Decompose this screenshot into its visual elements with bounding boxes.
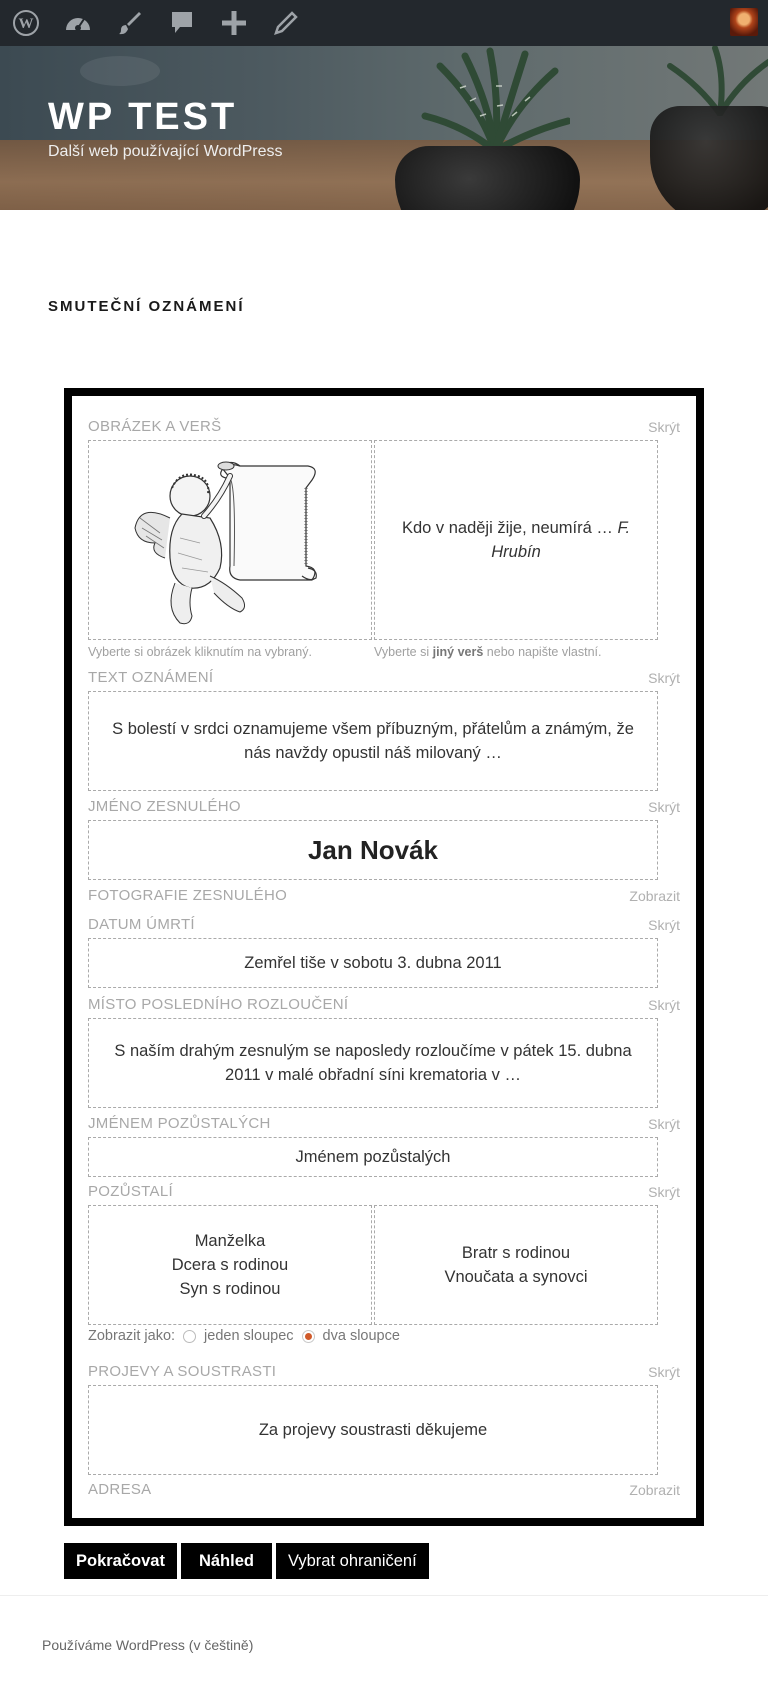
survivor-item: Dcera s rodinou xyxy=(171,1256,289,1274)
other-verse-link[interactable]: jiný verš xyxy=(432,645,484,659)
display-as-label: Zobrazit jako: xyxy=(88,1328,176,1344)
on-behalf-box[interactable] xyxy=(88,1137,658,1177)
image-picker-box[interactable] xyxy=(88,440,372,640)
image-hint: Vyberte si obrázek kliknutím na vybraný. xyxy=(88,645,312,659)
section-label-condolences: PROJEVY A SOUSTRASTI xyxy=(88,1363,277,1380)
action-buttons xyxy=(64,1543,433,1579)
farewell-box[interactable] xyxy=(88,1018,658,1108)
show-address-link[interactable]: Zobrazit xyxy=(629,1482,680,1498)
hide-death-date-link[interactable]: Skrýt xyxy=(648,917,680,933)
section-label-address: ADRESA xyxy=(88,1481,152,1498)
hide-image-verse-link[interactable]: Skrýt xyxy=(648,419,680,435)
section-label-photo: FOTOGRAFIE ZESNULÉHO xyxy=(88,887,288,904)
footer-divider xyxy=(0,1595,768,1596)
header-image-pot-2 xyxy=(650,106,768,210)
customize-brush-icon[interactable] xyxy=(104,0,156,46)
section-label-on-behalf: JMÉNEM POZŮSTALÝCH xyxy=(88,1115,271,1132)
header-image-pot xyxy=(395,146,580,210)
name-box[interactable] xyxy=(88,820,658,880)
condolences-box[interactable] xyxy=(88,1385,658,1475)
verse-text: Kdo v naději žije, neumírá … xyxy=(401,519,613,537)
verse-hint xyxy=(374,645,601,659)
survivor-item: Vnoučata a synovci xyxy=(444,1268,588,1286)
site-title[interactable]: WP TEST xyxy=(48,96,238,138)
radio-one-column[interactable] xyxy=(183,1330,196,1343)
preview-button[interactable]: Náhled xyxy=(181,1543,272,1579)
survivor-item: Manželka xyxy=(194,1232,266,1250)
site-description: Další web používající WordPress xyxy=(48,143,283,160)
survivor-item: Syn s rodinou xyxy=(179,1280,281,1298)
obituary-card xyxy=(64,388,704,1526)
section-label-image-verse: OBRÁZEK A VERŠ xyxy=(88,418,222,435)
verse-hint-prefix: Vyberte si xyxy=(374,645,433,659)
survivors-left-box[interactable] xyxy=(88,1205,372,1325)
section-label-name: JMÉNO ZESNULÉHO xyxy=(88,798,241,815)
hide-condolences-link[interactable]: Skrýt xyxy=(648,1364,680,1380)
verse-text-wrapper xyxy=(395,516,637,564)
hide-on-behalf-link[interactable]: Skrýt xyxy=(648,1116,680,1132)
hide-survivors-link[interactable]: Skrýt xyxy=(648,1184,680,1200)
farewell-text: S naším drahým zesnulým se naposledy rozloučíme v pátek 15. dubna 2011 v malé obřadní síni krematoria v … xyxy=(114,1042,632,1084)
hide-farewell-link[interactable]: Skrýt xyxy=(648,997,680,1013)
verse-hint-suffix: nebo napište vlastní. xyxy=(483,645,602,659)
death-date-box[interactable] xyxy=(88,938,658,988)
announcement-text: S bolestí v srdci oznamujeme všem příbuzným, přátelům a známým, že nás navždy opustil náš milovaný … xyxy=(112,720,634,762)
comments-icon[interactable] xyxy=(156,0,208,46)
section-label-announcement: TEXT OZNÁMENÍ xyxy=(88,669,214,686)
radio-two-columns-label[interactable]: dva sloupce xyxy=(322,1328,400,1344)
section-label-death-date: DATUM ÚMRTÍ xyxy=(88,916,195,933)
deceased-name: Jan Novák xyxy=(307,835,439,865)
svg-text:W: W xyxy=(18,16,34,32)
page-title: SMUTEČNÍ OZNÁMENÍ xyxy=(48,298,245,315)
section-label-farewell: MÍSTO POSLEDNÍHO ROZLOUČENÍ xyxy=(88,996,349,1013)
verse-box[interactable] xyxy=(374,440,658,640)
radio-two-columns[interactable] xyxy=(302,1330,315,1343)
survivors-right-box[interactable] xyxy=(374,1205,658,1325)
hide-announcement-link[interactable]: Skrýt xyxy=(648,670,680,686)
footer-credit-link[interactable]: Používáme WordPress (v češtině) xyxy=(42,1637,254,1653)
user-avatar[interactable] xyxy=(730,8,758,36)
header-image-plant xyxy=(420,46,570,156)
death-date-text: Zemřel tiše v sobotu 3. dubna 2011 xyxy=(244,954,502,972)
display-as-row xyxy=(88,1328,400,1344)
continue-button[interactable]: Pokračovat xyxy=(64,1543,177,1579)
radio-one-column-label[interactable]: jeden sloupec xyxy=(204,1328,294,1344)
admin-bar xyxy=(0,0,768,46)
survivor-item: Bratr s rodinou xyxy=(461,1244,571,1262)
dashboard-icon[interactable] xyxy=(52,0,104,46)
header-image-bokeh xyxy=(80,56,160,86)
condolences-text: Za projevy soustrasti děkujeme xyxy=(258,1421,488,1439)
choose-border-button[interactable]: Vybrat ohraničení xyxy=(276,1543,429,1579)
hide-name-link[interactable]: Skrýt xyxy=(648,799,680,815)
on-behalf-text: Jménem pozůstalých xyxy=(295,1148,451,1166)
show-photo-link[interactable]: Zobrazit xyxy=(629,888,680,904)
add-new-icon[interactable] xyxy=(208,0,260,46)
edit-pencil-icon[interactable] xyxy=(260,0,312,46)
announcement-text-box[interactable] xyxy=(88,691,658,791)
verse-author: F. Hrubín xyxy=(491,519,631,561)
angel-scroll-image xyxy=(130,448,330,633)
wordpress-logo-icon[interactable] xyxy=(0,0,52,46)
section-label-survivors: POZŮSTALÍ xyxy=(88,1183,173,1200)
